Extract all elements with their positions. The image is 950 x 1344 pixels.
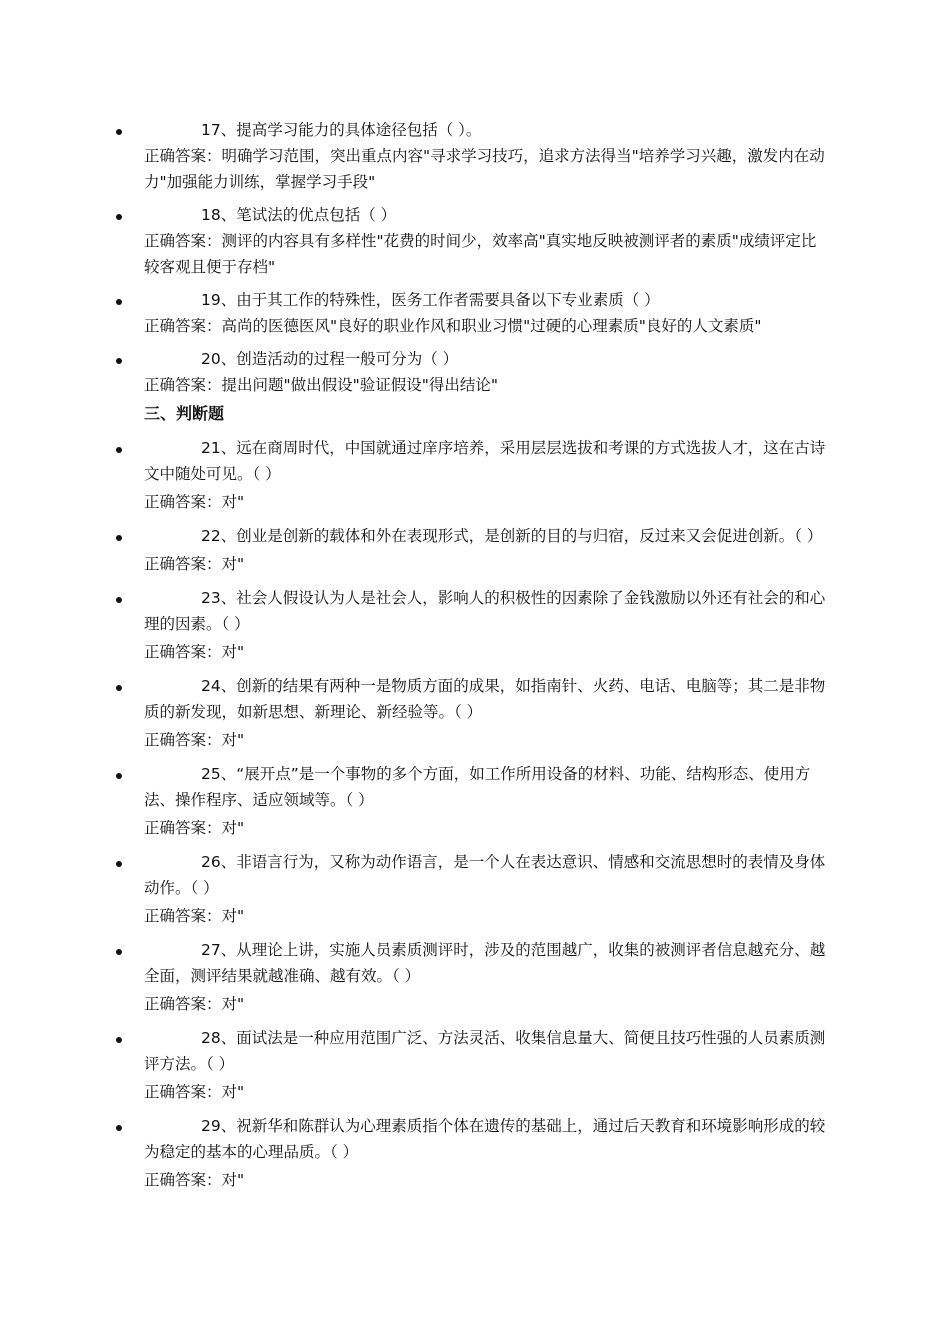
answer-text: 正确答案：对"	[144, 493, 245, 511]
question-item-18	[144, 202, 830, 280]
bullet-icon	[116, 129, 122, 135]
question-item-17	[144, 117, 830, 195]
answer-text: 正确答案：对"	[144, 1171, 245, 1189]
question-item-24	[144, 673, 830, 753]
question-item-22	[144, 523, 830, 577]
question-item-20	[144, 346, 830, 398]
question-text: 19、由于其工作的特殊性，医务工作者需要具备以下专业素质（ ）	[201, 291, 660, 309]
question-item-25	[144, 761, 830, 841]
bullet-icon	[116, 299, 122, 305]
question-text: 17、提高学习能力的具体途径包括（ ）。	[201, 121, 482, 139]
bullet-icon	[116, 773, 122, 779]
question-text: 21、远在商周时代，中国就通过庠序培养，采用层层选拔和考课的方式选拔人才，这在古诗文中随处可见。（ ）	[144, 439, 826, 483]
question-item-19	[144, 287, 830, 339]
answer-text: 正确答案：对"	[144, 995, 245, 1013]
answer-text: 正确答案：对"	[144, 731, 245, 749]
question-item-26	[144, 849, 830, 929]
bullet-icon	[116, 214, 122, 220]
bullet-icon	[116, 358, 122, 364]
answer-text: 正确答案：对"	[144, 555, 245, 573]
bullet-icon	[116, 597, 122, 603]
answer-text: 正确答案：测评的内容具有多样性"花费的时间少，效率高"真实地反映被测评者的素质"成绩评定比较客观且便于存档"	[144, 232, 817, 276]
question-item-27	[144, 937, 830, 1017]
question-text: 24、创新的结果有两种一是物质方面的成果，如指南针、火药、电话、电脑等；其二是非物质的新发现，如新思想、新理论、新经验等。（ ）	[144, 677, 826, 721]
question-text: 27、从理论上讲，实施人员素质测评时，涉及的范围越广，收集的被测评者信息越充分、越全面，测评结果就越准确、越有效。（ ）	[144, 941, 826, 985]
answer-text: 正确答案：高尚的医德医风"良好的职业作风和职业习惯"过硬的心理素质"良好的人文素质"	[144, 317, 762, 335]
bullet-icon	[116, 949, 122, 955]
bullet-icon	[116, 535, 122, 541]
question-item-21	[144, 435, 830, 515]
answer-text: 正确答案：对"	[144, 643, 245, 661]
bullet-icon	[116, 1125, 122, 1131]
question-item-28	[144, 1025, 830, 1105]
answer-text: 正确答案：对"	[144, 1083, 245, 1101]
section-title: 三、判断题	[144, 404, 225, 423]
question-text: 25、“展开点”是一个事物的多个方面，如工作所用设备的材料、功能、结构形态、使用方法、操作程序、适应领域等。（ ）	[144, 765, 811, 809]
question-text: 29、祝新华和陈群认为心理素质指个体在遗传的基础上，通过后天教育和环境影响形成的较为稳定的基本的心理品质。（ ）	[144, 1117, 826, 1161]
question-text: 18、笔试法的优点包括（ ）	[201, 206, 397, 224]
bullet-icon	[116, 861, 122, 867]
answer-text: 正确答案：提出问题"做出假设"验证假设"得出结论"	[144, 376, 499, 394]
question-text: 23、社会人假设认为人是社会人，影响人的积极性的因素除了金钱激励以外还有社会的和心理的因素。（ ）	[144, 589, 826, 633]
answer-text: 正确答案：对"	[144, 907, 245, 925]
bullet-icon	[116, 447, 122, 453]
document-content	[144, 117, 830, 1201]
bullet-icon	[116, 685, 122, 691]
question-text: 20、创造活动的过程一般可分为（ ）	[201, 350, 459, 368]
answer-text: 正确答案：对"	[144, 819, 245, 837]
bullet-icon	[116, 1037, 122, 1043]
question-item-29	[144, 1113, 830, 1193]
answer-text: 正确答案：明确学习范围，突出重点内容"寻求学习技巧，追求方法得当"培养学习兴趣，激发内在动力"加强能力训练，掌握学习手段"	[144, 147, 825, 191]
question-text: 22、创业是创新的载体和外在表现形式，是创新的目的与归宿，反过来又会促进创新。（ ）	[201, 527, 823, 545]
question-text: 26、非语言行为，又称为动作语言，是一个人在表达意识、情感和交流思想时的表情及身体动作。（ ）	[144, 853, 826, 897]
question-text: 28、面试法是一种应用范围广泛、方法灵活、收集信息量大、简便且技巧性强的人员素质测评方法。（ ）	[144, 1029, 826, 1073]
question-item-23	[144, 585, 830, 665]
